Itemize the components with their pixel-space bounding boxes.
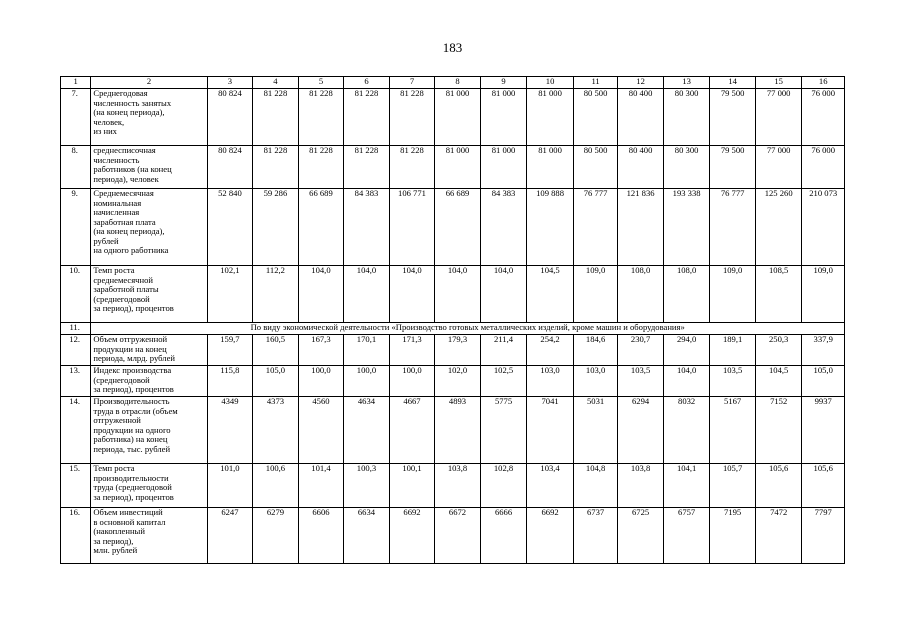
table-cell: 102,5 xyxy=(480,366,527,397)
column-header: 15 xyxy=(755,77,802,89)
table-cell: 105,0 xyxy=(802,366,845,397)
table-cell: 100,3 xyxy=(344,464,390,508)
table-cell: 81 000 xyxy=(435,89,481,146)
row-number: 13. xyxy=(61,366,91,397)
table-cell: 108,0 xyxy=(618,266,664,323)
table-cell: 159,7 xyxy=(207,335,253,366)
row-number: 14. xyxy=(61,397,91,464)
row-label: Темп роста производительности труда (среднегодовой за период), процентов xyxy=(91,464,207,508)
table-cell: 59 286 xyxy=(253,189,299,266)
table-cell: 5775 xyxy=(480,397,527,464)
table-cell: 4560 xyxy=(298,397,344,464)
column-header: 10 xyxy=(527,77,574,89)
column-header: 5 xyxy=(298,77,344,89)
table-cell: 81 228 xyxy=(298,89,344,146)
table-row xyxy=(61,146,845,189)
table-cell: 109,0 xyxy=(802,266,845,323)
table-cell: 160,5 xyxy=(253,335,299,366)
table-cell: 80 824 xyxy=(207,146,253,189)
table-cell: 112,2 xyxy=(253,266,299,323)
table-cell: 66 689 xyxy=(298,189,344,266)
table-cell: 4634 xyxy=(344,397,390,464)
table-cell: 337,9 xyxy=(802,335,845,366)
column-header: 1 xyxy=(61,77,91,89)
row-label: Производительность труда в отрасли (объем отгруженной продукции на одного работника) на конец периода, тыс. рублей xyxy=(91,397,207,464)
table-cell: 121 836 xyxy=(618,189,664,266)
table-cell: 108,0 xyxy=(663,266,710,323)
table-cell: 193 338 xyxy=(663,189,710,266)
table-cell: 104,1 xyxy=(663,464,710,508)
table-cell: 104,5 xyxy=(755,366,802,397)
table-cell: 66 689 xyxy=(435,189,481,266)
table-cell: 100,0 xyxy=(344,366,390,397)
table-cell: 79 500 xyxy=(710,89,756,146)
table-cell: 81 228 xyxy=(298,146,344,189)
table-cell: 80 300 xyxy=(663,146,710,189)
table-cell: 103,8 xyxy=(435,464,481,508)
table-cell: 4373 xyxy=(253,397,299,464)
table-cell: 250,3 xyxy=(755,335,802,366)
table-cell: 4893 xyxy=(435,397,481,464)
table-cell: 80 500 xyxy=(573,146,618,189)
table-cell: 77 000 xyxy=(755,89,802,146)
table-cell: 6692 xyxy=(527,508,574,564)
table-cell: 100,0 xyxy=(298,366,344,397)
table-cell: 6279 xyxy=(253,508,299,564)
column-header: 16 xyxy=(802,77,845,89)
table-cell: 4667 xyxy=(389,397,435,464)
table-cell: 6737 xyxy=(573,508,618,564)
table-cell: 102,1 xyxy=(207,266,253,323)
row-number: 8. xyxy=(61,146,91,189)
table-cell: 81 000 xyxy=(480,89,527,146)
table-cell: 100,0 xyxy=(389,366,435,397)
header-row xyxy=(61,77,845,89)
table-cell: 5167 xyxy=(710,397,756,464)
data-table xyxy=(60,76,845,564)
table-cell: 105,7 xyxy=(710,464,756,508)
row-label: Индекс производства (среднегодовой за период), процентов xyxy=(91,366,207,397)
row-number: 10. xyxy=(61,266,91,323)
table-cell: 7797 xyxy=(802,508,845,564)
column-header: 11 xyxy=(573,77,618,89)
table-cell: 81 228 xyxy=(344,89,390,146)
table-row xyxy=(61,335,845,366)
table-cell: 81 000 xyxy=(527,146,574,189)
table-cell: 102,8 xyxy=(480,464,527,508)
column-header: 8 xyxy=(435,77,481,89)
row-label: Объем инвестиций в основной капитал (накопленный за период), млн. рублей xyxy=(91,508,207,564)
table-cell: 76 000 xyxy=(802,146,845,189)
row-label: среднесписочная численность работников (на конец периода), человек xyxy=(91,146,207,189)
table-cell: 84 383 xyxy=(344,189,390,266)
table-cell: 81 000 xyxy=(480,146,527,189)
section-row xyxy=(61,323,845,335)
row-label: Среднемесячная номинальная начисленная заработная плата (на конец периода), рублей на одного работника xyxy=(91,189,207,266)
column-header: 6 xyxy=(344,77,390,89)
table-cell: 184,6 xyxy=(573,335,618,366)
table-cell: 6757 xyxy=(663,508,710,564)
table-row xyxy=(61,189,845,266)
table-row xyxy=(61,397,845,464)
table-cell: 105,6 xyxy=(802,464,845,508)
table-cell: 76 777 xyxy=(573,189,618,266)
table-cell: 109,0 xyxy=(573,266,618,323)
table-cell: 4349 xyxy=(207,397,253,464)
column-header: 14 xyxy=(710,77,756,89)
table-row xyxy=(61,366,845,397)
table-cell: 76 777 xyxy=(710,189,756,266)
column-header: 7 xyxy=(389,77,435,89)
table-cell: 104,0 xyxy=(663,366,710,397)
table-cell: 105,6 xyxy=(755,464,802,508)
table-cell: 108,5 xyxy=(755,266,802,323)
table-cell: 7472 xyxy=(755,508,802,564)
table-cell: 167,3 xyxy=(298,335,344,366)
table-cell: 103,5 xyxy=(618,366,664,397)
table-cell: 189,1 xyxy=(710,335,756,366)
row-number: 16. xyxy=(61,508,91,564)
table-cell: 103,0 xyxy=(527,366,574,397)
table-cell: 80 500 xyxy=(573,89,618,146)
row-label: Темп роста среднемесячной заработной платы (среднегодовой за период), процентов xyxy=(91,266,207,323)
table-cell: 170,1 xyxy=(344,335,390,366)
table-cell: 6666 xyxy=(480,508,527,564)
table-cell: 52 840 xyxy=(207,189,253,266)
table-cell: 104,0 xyxy=(344,266,390,323)
table-cell: 81 228 xyxy=(253,146,299,189)
row-number: 7. xyxy=(61,89,91,146)
table-cell: 254,2 xyxy=(527,335,574,366)
table-row xyxy=(61,508,845,564)
table-cell: 100,6 xyxy=(253,464,299,508)
table-cell: 9937 xyxy=(802,397,845,464)
table-cell: 104,5 xyxy=(527,266,574,323)
table-cell: 7041 xyxy=(527,397,574,464)
table-cell: 6606 xyxy=(298,508,344,564)
table-cell: 5031 xyxy=(573,397,618,464)
column-header: 2 xyxy=(91,77,207,89)
table-cell: 104,0 xyxy=(389,266,435,323)
table-cell: 80 400 xyxy=(618,146,664,189)
table-cell: 7195 xyxy=(710,508,756,564)
table-cell: 81 000 xyxy=(435,146,481,189)
row-number: 15. xyxy=(61,464,91,508)
table-cell: 77 000 xyxy=(755,146,802,189)
table-cell: 102,0 xyxy=(435,366,481,397)
table-cell: 80 400 xyxy=(618,89,664,146)
row-number: 12. xyxy=(61,335,91,366)
column-header: 12 xyxy=(618,77,664,89)
table-cell: 81 228 xyxy=(344,146,390,189)
table-cell: 230,7 xyxy=(618,335,664,366)
table-row xyxy=(61,89,845,146)
table-cell: 179,3 xyxy=(435,335,481,366)
table-cell: 81 228 xyxy=(389,89,435,146)
table-cell: 81 228 xyxy=(253,89,299,146)
table-cell: 79 500 xyxy=(710,146,756,189)
table-cell: 115,8 xyxy=(207,366,253,397)
table-cell: 6247 xyxy=(207,508,253,564)
page-number: 183 xyxy=(442,40,463,55)
row-label: Среднегодовая численность занятых (на конец периода), человек, из них xyxy=(91,89,207,146)
table-row xyxy=(61,266,845,323)
table-cell: 171,3 xyxy=(389,335,435,366)
row-number: 9. xyxy=(61,189,91,266)
table-cell: 103,0 xyxy=(573,366,618,397)
table-cell: 103,5 xyxy=(710,366,756,397)
table-cell: 104,0 xyxy=(298,266,344,323)
table-cell: 104,0 xyxy=(435,266,481,323)
table-cell: 100,1 xyxy=(389,464,435,508)
table-cell: 105,0 xyxy=(253,366,299,397)
table-cell: 109,0 xyxy=(710,266,756,323)
table-cell: 7152 xyxy=(755,397,802,464)
table-cell: 8032 xyxy=(663,397,710,464)
table-cell: 101,4 xyxy=(298,464,344,508)
row-number: 11. xyxy=(61,323,91,335)
table-cell: 84 383 xyxy=(480,189,527,266)
table-cell: 109 888 xyxy=(527,189,574,266)
column-header: 4 xyxy=(253,77,299,89)
table-cell: 81 000 xyxy=(527,89,574,146)
table-cell: 103,8 xyxy=(618,464,664,508)
table-cell: 210 073 xyxy=(802,189,845,266)
column-header: 13 xyxy=(663,77,710,89)
table-cell: 104,8 xyxy=(573,464,618,508)
table-cell: 6294 xyxy=(618,397,664,464)
table-cell: 101,0 xyxy=(207,464,253,508)
table-cell: 211,4 xyxy=(480,335,527,366)
column-header: 3 xyxy=(207,77,253,89)
table-cell: 76 000 xyxy=(802,89,845,146)
section-title: По виду экономической деятельности «Производство готовых металлических изделий, кроме машин и оборудования» xyxy=(91,323,845,335)
table-cell: 81 228 xyxy=(389,146,435,189)
table-row xyxy=(61,464,845,508)
table-cell: 80 300 xyxy=(663,89,710,146)
table-cell: 104,0 xyxy=(480,266,527,323)
table-cell: 6672 xyxy=(435,508,481,564)
column-header: 9 xyxy=(480,77,527,89)
table-cell: 106 771 xyxy=(389,189,435,266)
table-cell: 103,4 xyxy=(527,464,574,508)
row-label: Объем отгруженной продукции на конец периода, млрд. рублей xyxy=(91,335,207,366)
table-cell: 6725 xyxy=(618,508,664,564)
table-cell: 6692 xyxy=(389,508,435,564)
table-cell: 6634 xyxy=(344,508,390,564)
table-cell: 80 824 xyxy=(207,89,253,146)
table-cell: 294,0 xyxy=(663,335,710,366)
table-cell: 125 260 xyxy=(755,189,802,266)
